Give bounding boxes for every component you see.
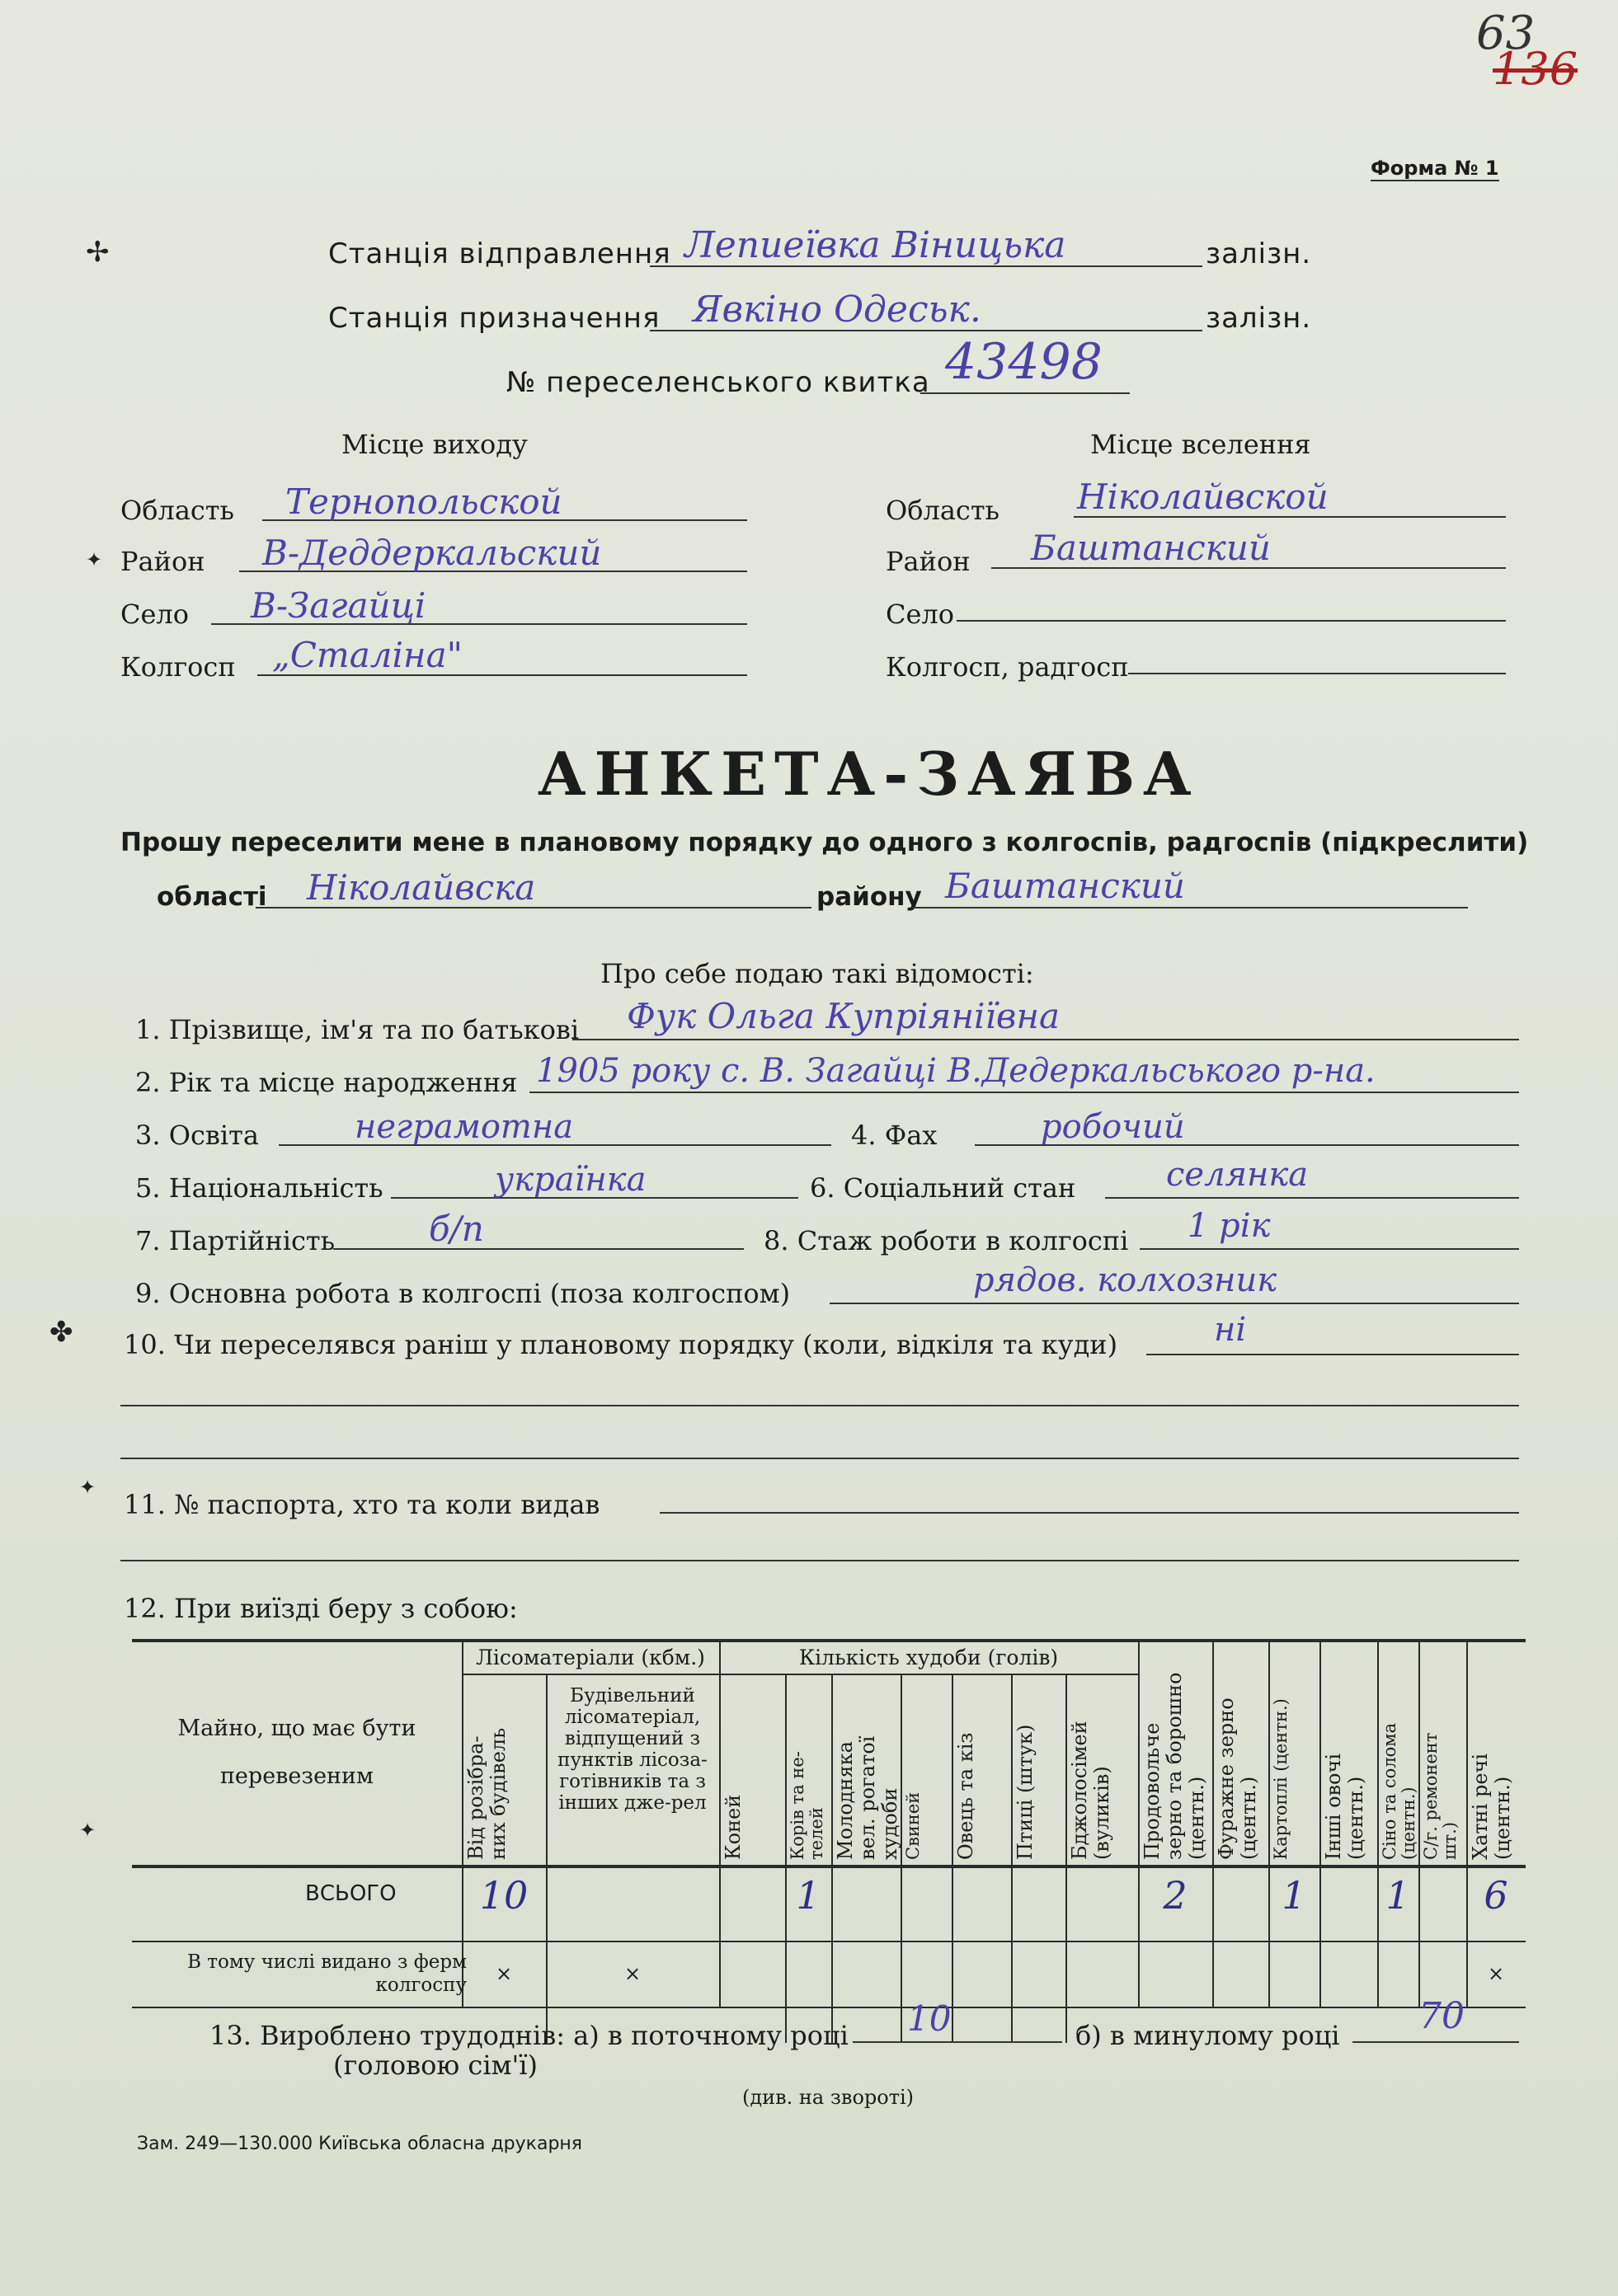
table-column-header: Будівельний лісоматеріал, відпущений з пунктів лісоза-готівників та з інших дже-рел <box>557 1685 708 1814</box>
field-3-value: неграмотна <box>355 1108 574 1146</box>
footer-note: (див. на звороті) <box>742 2086 915 2109</box>
printer-note: Зам. 249—130.000 Київська обласна друкарня <box>137 2134 583 2154</box>
field-2-line <box>529 1092 1519 1093</box>
field-1-value: Фук Ольга Купріяніївна <box>627 996 1061 1036</box>
table-column-line <box>1319 1639 1321 2007</box>
field-9-line <box>830 1303 1519 1304</box>
destination-village-label: Село <box>886 599 955 630</box>
field-2-value: 1905 року с. В. Загайці В.Дедеркальського р-на. <box>536 1052 1376 1090</box>
table-column-header: Бджолосімей (вуликів) <box>1068 1721 1113 1860</box>
table-column-line <box>719 1639 721 2007</box>
field-12-label: 12. При виїзді беру з собою: <box>124 1593 518 1624</box>
request-text: Прошу переселити мене в плановому порядку до одного з колгоспів, радгоспів (підкреслити) <box>120 828 1529 857</box>
ticket-number-value: 43498 <box>945 333 1103 391</box>
ticket-number-line <box>920 392 1130 394</box>
table-group-divider <box>719 1674 1138 1675</box>
table-column-header: Свиней <box>903 1791 923 1860</box>
field-11-line <box>660 1512 1519 1514</box>
field-4-value: робочий <box>1041 1108 1185 1146</box>
field-9-label: 9. Основна робота в колгоспі (поза колгоспом) <box>135 1278 791 1309</box>
table-row-header <box>148 1705 445 1801</box>
table-column-line <box>1011 1675 1013 2043</box>
origin-kolkhoz-label: Колгосп <box>120 651 236 683</box>
origin-district-value: В-Деддеркальский <box>262 533 602 573</box>
field-7-value: б/п <box>429 1209 484 1249</box>
table-column-header: С/г. ремонент шт.) <box>1421 1732 1460 1860</box>
table-column-line <box>785 1675 787 2043</box>
field-10-value: ні <box>1214 1311 1247 1349</box>
form-title: АНКЕТА-ЗАЯВА <box>538 739 1200 809</box>
field-4-label: 4. Фах <box>851 1120 938 1151</box>
workdays-previous-label: б) в минулому році <box>1075 2020 1340 2051</box>
row-total-cell: 2 <box>1163 1873 1188 1918</box>
table-column-header: Картоплі (центн.) <box>1271 1698 1291 1860</box>
field-6-line <box>1105 1197 1519 1199</box>
table-column-line <box>1065 1675 1067 2043</box>
field-10-extra-line <box>120 1458 1519 1459</box>
origin-village-label: Село <box>120 599 190 630</box>
punch-mark: ✦ <box>79 1476 96 1499</box>
table-column-header: Овець та кіз <box>954 1732 977 1860</box>
ticket-number-label: № переселенського квитка <box>506 366 930 399</box>
workdays-label: 13. Вироблено трудоднів: а) в поточному році <box>209 2020 849 2051</box>
destination-kolkhoz-label: Колгосп, радгосп <box>886 651 1129 683</box>
destination-district-label: Район <box>886 546 971 577</box>
property-table <box>132 1639 1526 2018</box>
row-farm-cell: × <box>1487 1962 1505 1985</box>
table-column-line <box>1418 1639 1420 2007</box>
field-5-label: 5. Національність <box>135 1172 383 1204</box>
row-total-cell: 1 <box>1385 1873 1410 1918</box>
field-11-extra-line <box>120 1560 1519 1561</box>
table-column-header: Коней <box>722 1794 745 1860</box>
destination-region-value: Ніколайвской <box>1077 477 1329 517</box>
form-number-label: Форма № 1 <box>1371 157 1499 180</box>
field-10-label: 10. Чи переселявся раніш у плановому порядку (коли, відкіля та куди) <box>124 1329 1118 1360</box>
row-total-cell: 1 <box>1282 1873 1306 1918</box>
origin-heading: Місце виходу <box>341 429 528 460</box>
destination-station-value: Явкіно Одеськ. <box>693 289 981 331</box>
row-header-label: Майно, що має бути перевезеним <box>177 1716 416 1789</box>
origin-region-value: Тернопольской <box>285 481 562 522</box>
workdays-sub-label: (головою сім'ї) <box>333 2049 538 2081</box>
destination-district-value: Баштанский <box>1031 528 1271 568</box>
row-total-cell: 6 <box>1484 1873 1508 1918</box>
destination-region-label: Область <box>886 495 999 526</box>
table-row-divider <box>132 1941 1526 1942</box>
table-bottom-border <box>132 2007 1526 2008</box>
info-intro: Про себе подаю такі відомості: <box>600 958 1034 989</box>
destination-village-line <box>957 620 1506 622</box>
workdays-previous-value: 70 <box>1418 1995 1465 2037</box>
row-farm-label: В тому числі видано з ферм колгоспу <box>187 1951 467 1996</box>
table-column-header: Сіно та солома (центн.) <box>1380 1722 1418 1860</box>
punch-mark: ✦ <box>86 548 103 571</box>
row-farm-cell: × <box>495 1962 513 1985</box>
field-3-label: 3. Освіта <box>135 1120 259 1151</box>
row-farm-cell: × <box>623 1962 642 1985</box>
field-2-label: 2. Рік та місце народження <box>135 1067 518 1098</box>
table-column-header: Від розібра- них будівель <box>464 1727 510 1860</box>
destination-station-label: Станція призначення <box>328 302 661 335</box>
row-total-cell: 1 <box>796 1873 821 1918</box>
field-8-line <box>1140 1248 1519 1250</box>
table-column-line <box>1466 1639 1468 2007</box>
table-column-line <box>546 1675 548 2043</box>
table-column-line <box>1268 1639 1270 2007</box>
field-8-value: 1 рік <box>1188 1207 1271 1245</box>
archive-number: 63 <box>1476 7 1536 60</box>
table-column-header: Продовольче зерно та борошно (центн.) <box>1141 1672 1208 1860</box>
origin-district-label: Район <box>120 546 205 577</box>
table-column-header: Хатні речі (центн.) <box>1469 1753 1514 1860</box>
field-6-value: селянка <box>1166 1156 1309 1194</box>
field-5-value: українка <box>495 1161 647 1199</box>
request-oblast-label: області <box>157 882 267 912</box>
departure-railway-label: залізн. <box>1206 237 1312 270</box>
field-6-label: 6. Соціальний стан <box>810 1172 1076 1204</box>
field-1-label: 1. Прізвище, ім'я та по батькові <box>135 1014 580 1045</box>
table-column-header: Корів та не- телей <box>788 1751 826 1860</box>
request-oblast-value: Ніколайвска <box>307 867 536 908</box>
row-farm-label-box <box>181 1951 467 1997</box>
origin-village-value: В-Загайці <box>251 585 426 626</box>
table-column-line <box>1212 1639 1214 2007</box>
table-top-border <box>132 1639 1526 1642</box>
origin-region-label: Область <box>120 495 234 526</box>
row-total-label: ВСЬОГО <box>305 1881 397 1906</box>
table-group-lumber: Лісоматеріали (кбм.) <box>476 1646 705 1669</box>
workdays-current-line <box>853 2041 1062 2043</box>
request-raion-line <box>912 907 1468 909</box>
destination-railway-label: залізн. <box>1206 302 1312 335</box>
field-9-value: рядов. колхозник <box>973 1261 1277 1299</box>
departure-station-value: Лепиеївка Віницька <box>684 224 1066 266</box>
table-column-header: Фуражне зерно (центн.) <box>1215 1697 1260 1860</box>
punch-mark: ✤ <box>49 1316 73 1349</box>
punch-mark: ✢ <box>86 236 110 269</box>
punch-mark: ✦ <box>79 1819 96 1842</box>
destination-kolkhoz-line <box>1128 673 1506 674</box>
origin-kolkhoz-value: „Сталіна" <box>272 635 463 675</box>
request-raion-value: Баштанский <box>945 866 1185 906</box>
request-raion-label: району <box>816 882 922 912</box>
departure-station-label: Станція відправлення <box>328 237 671 270</box>
table-column-line <box>831 1675 833 2043</box>
table-header-bottom-border <box>132 1865 1526 1868</box>
field-10-extra-line <box>120 1405 1519 1406</box>
workdays-current-value: 10 <box>907 1998 952 2039</box>
row-total-cell: 10 <box>479 1873 529 1918</box>
field-7-label: 7. Партійність <box>135 1225 336 1256</box>
destination-heading: Місце вселення <box>1090 429 1311 460</box>
field-11-label: 11. № паспорта, хто та коли видав <box>124 1489 600 1520</box>
field-7-line <box>333 1248 744 1250</box>
table-column-header: Птиці (штук) <box>1014 1724 1037 1860</box>
table-column-header: Інші овочі (центн.) <box>1322 1753 1367 1860</box>
field-8-label: 8. Стаж роботи в колгоспі <box>764 1225 1129 1256</box>
table-column-header: Молодняка вел. рогатої худоби <box>834 1735 901 1860</box>
table-group-livestock: Кількість худоби (голів) <box>798 1646 1059 1669</box>
workdays-previous-line <box>1352 2041 1519 2043</box>
field-10-line <box>1146 1354 1519 1355</box>
table-column-line <box>1138 1639 1140 2007</box>
field-1-line <box>572 1039 1519 1040</box>
table-column-line <box>952 1675 953 2043</box>
table-column-line <box>1377 1639 1379 2007</box>
archive-number-struck: 136 <box>1493 43 1578 95</box>
